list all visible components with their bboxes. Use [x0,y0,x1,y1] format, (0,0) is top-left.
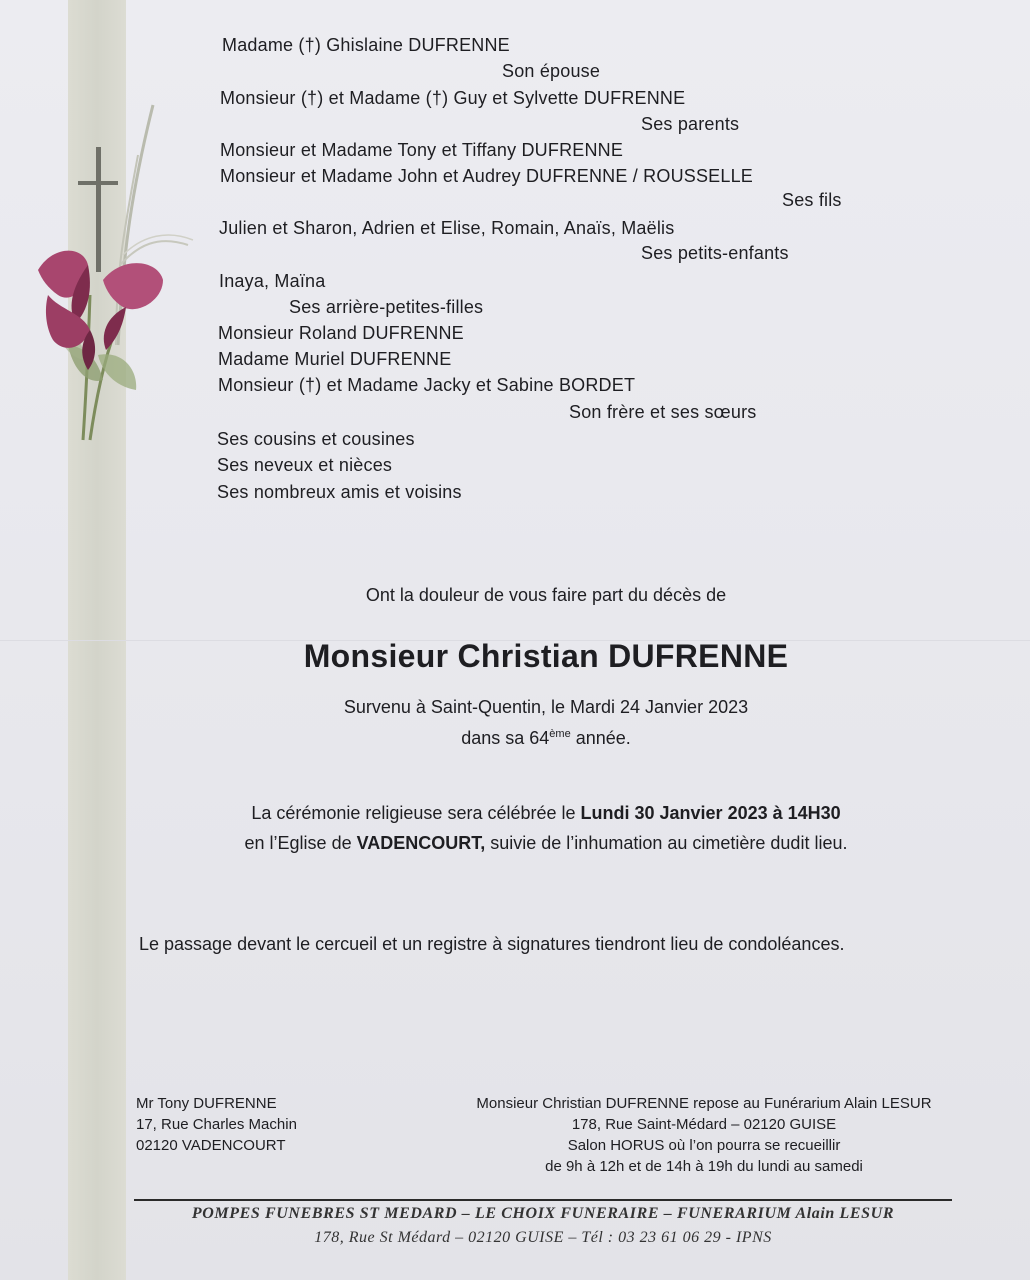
family-line: Monsieur (†) et Madame Jacky et Sabine BORDET [218,375,636,395]
family-line: Inaya, Maïna [219,271,326,291]
ceremony-text: La cérémonie religieuse sera célébrée le [251,803,581,823]
repose-line: 178, Rue Saint-Médard – 02120 GUISE [571,1116,837,1133]
ceremony-text: en l’Eglise de [244,833,357,853]
age-text: dans sa 64 [461,728,550,748]
relation-label: Ses fils [782,190,842,210]
family-line: Julien et Sharon, Adrien et Elise, Romain, Anaïs, Maëlis [219,218,675,238]
repose-line: Monsieur Christian DUFRENNE repose au Funérarium Alain LESUR [476,1095,932,1112]
ceremony-place: VADENCOURT, [356,833,486,853]
deceased-name: Monsieur Christian DUFRENNE [303,638,789,674]
family-line: Madame Muriel DUFRENNE [218,349,452,369]
ceremony-text: suivie de l’inhumation au cimetière dudit lieu. [485,833,848,853]
family-line: Monsieur et Madame Tony et Tiffany DUFRENNE [220,140,624,160]
contact-line: Mr Tony DUFRENNE [136,1095,277,1112]
death-place-date: Survenu à Saint-Quentin, le Mardi 24 Janvier 2023 [343,697,749,717]
condolences-note: Le passage devant le cercueil et un registre à signatures tiendront lieu de condoléances. [139,934,845,954]
family-line: Monsieur et Madame John et Audrey DUFRENNE / ROUSSELLE [220,166,754,186]
repose-line: de 9h à 12h et de 14h à 19h du lundi au samedi [545,1158,863,1175]
age-text-end: année. [570,728,631,748]
ceremony-line-1 [0,798,1030,828]
contact-address [136,1093,297,1156]
ceremony-line-2 [0,828,1030,858]
funeral-home-info [454,1093,954,1177]
family-line: Monsieur Roland DUFRENNE [218,323,464,343]
relation-label: Ses petits-enfants [641,243,789,263]
age-suffix: ème [549,728,571,740]
footer-divider [134,1199,952,1201]
family-line: Monsieur (†) et Madame (†) Guy et Sylvette DUFRENNE [220,88,686,108]
footer-address: 178, Rue St Médard – 02120 GUISE – Tél : 03 23 61 06 29 - IPNS [314,1229,772,1246]
family-line: Ses neveux et nièces [217,455,393,475]
repose-line: Salon HORUS où l’on pourra se recueillir [567,1137,841,1154]
contact-line: 17, Rue Charles Machin [136,1116,297,1133]
relation-label: Ses arrière-petites-filles [289,297,484,317]
announcement-text: Ont la douleur de vous faire part du décès de [365,585,727,605]
family-line: Ses cousins et cousines [217,429,415,449]
relation-label: Son épouse [502,61,601,81]
death-age [0,721,1030,752]
relation-label: Ses parents [641,114,740,134]
death-details [0,694,1030,752]
ceremony-date: Lundi 30 Janvier 2023 à 14H30 [580,803,841,823]
contact-line: 02120 VADENCOURT [136,1137,286,1154]
footer-company: POMPES FUNEBRES ST MEDARD – LE CHOIX FUNERAIRE – FUNERARIUM Alain LESUR [191,1205,895,1222]
ceremony-details [0,798,1030,858]
family-line: Ses nombreux amis et voisins [217,482,462,502]
cross-and-calla-lily-icon [28,95,198,455]
relation-label: Son frère et ses sœurs [569,402,757,422]
family-line: Madame (†) Ghislaine DUFRENNE [222,35,510,55]
